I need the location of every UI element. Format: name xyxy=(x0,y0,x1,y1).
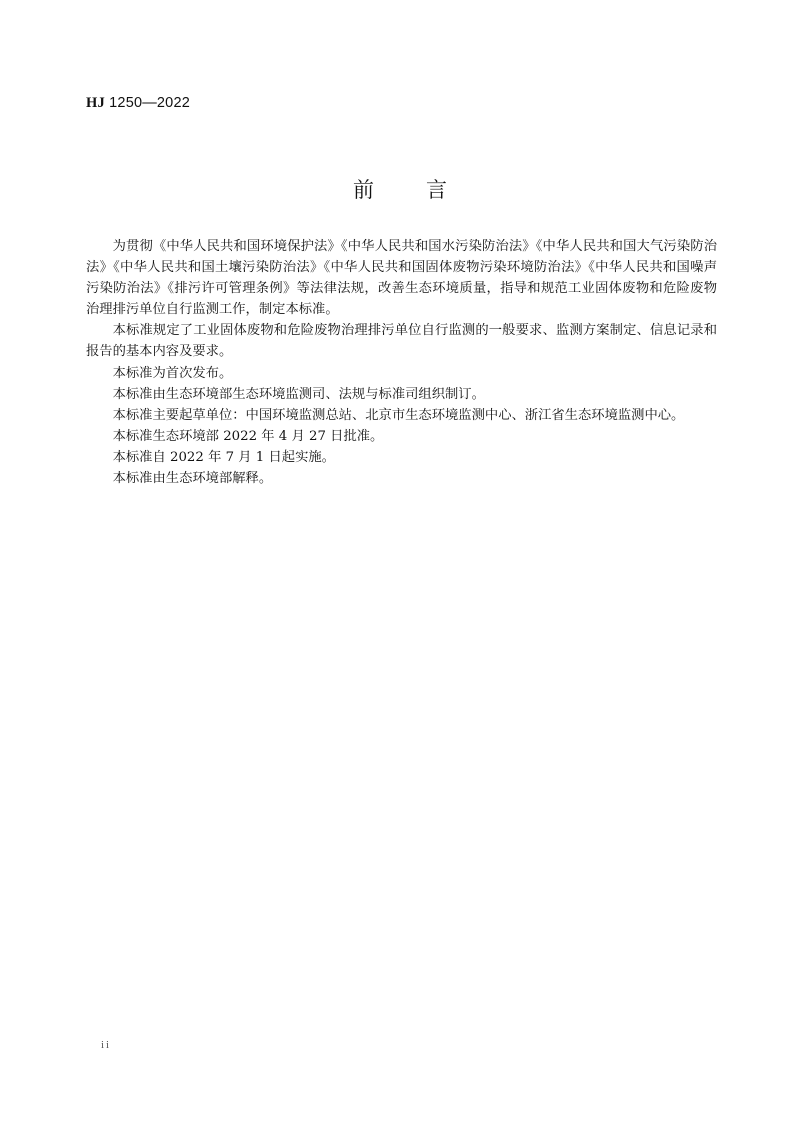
page-number: ii xyxy=(101,1039,112,1051)
paragraph-drafting-units: 本标准主要起草单位：中国环境监测总站、北京市生态环境监测中心、浙江省生态环境监测中心。 xyxy=(112,407,685,423)
standard-code-header xyxy=(86,95,190,112)
title-char-2: 言 xyxy=(426,178,447,202)
page-title xyxy=(0,174,800,204)
paragraph-effective-date: 本标准自 2022 年 7 月 1 日起实施。 xyxy=(112,449,335,465)
paragraph-organizer: 本标准由生态环境部生态环境监测司、法规与标准司组织制订。 xyxy=(112,386,485,402)
paragraph-first-release: 本标准为首次发布。 xyxy=(112,365,233,381)
standard-code-number: 1250—2022 xyxy=(104,95,190,111)
standard-code-prefix: HJ xyxy=(86,95,105,111)
title-char-1: 前 xyxy=(353,178,374,202)
paragraph-scope: 本标准规定了工业固体废物和危险废物治理排污单位自行监测的一般要求、监测方案制定、信息记录和报告的基本内容及要求。 xyxy=(86,323,717,360)
paragraph-interpretation: 本标准由生态环境部解释。 xyxy=(112,471,273,487)
foreword-body xyxy=(86,236,717,489)
paragraph-purpose: 为贯彻《中华人民共和国环境保护法》《中华人民共和国水污染防治法》《中华人民共和国大气污染防治法》《中华人民共和国土壤污染防治法》《中华人民共和国固体废物污染环境防治法》《中华人民共和国噪声污染防治法》《排污许可管理条例》等法律法规，改善生态环境质量，指导和规范工业固体废物和危险废物治理排污单位自行监测工作，制定本标准。 xyxy=(86,239,717,318)
paragraph-approval-date: 本标准生态环境部 2022 年 4 月 27 日批准。 xyxy=(112,428,384,444)
